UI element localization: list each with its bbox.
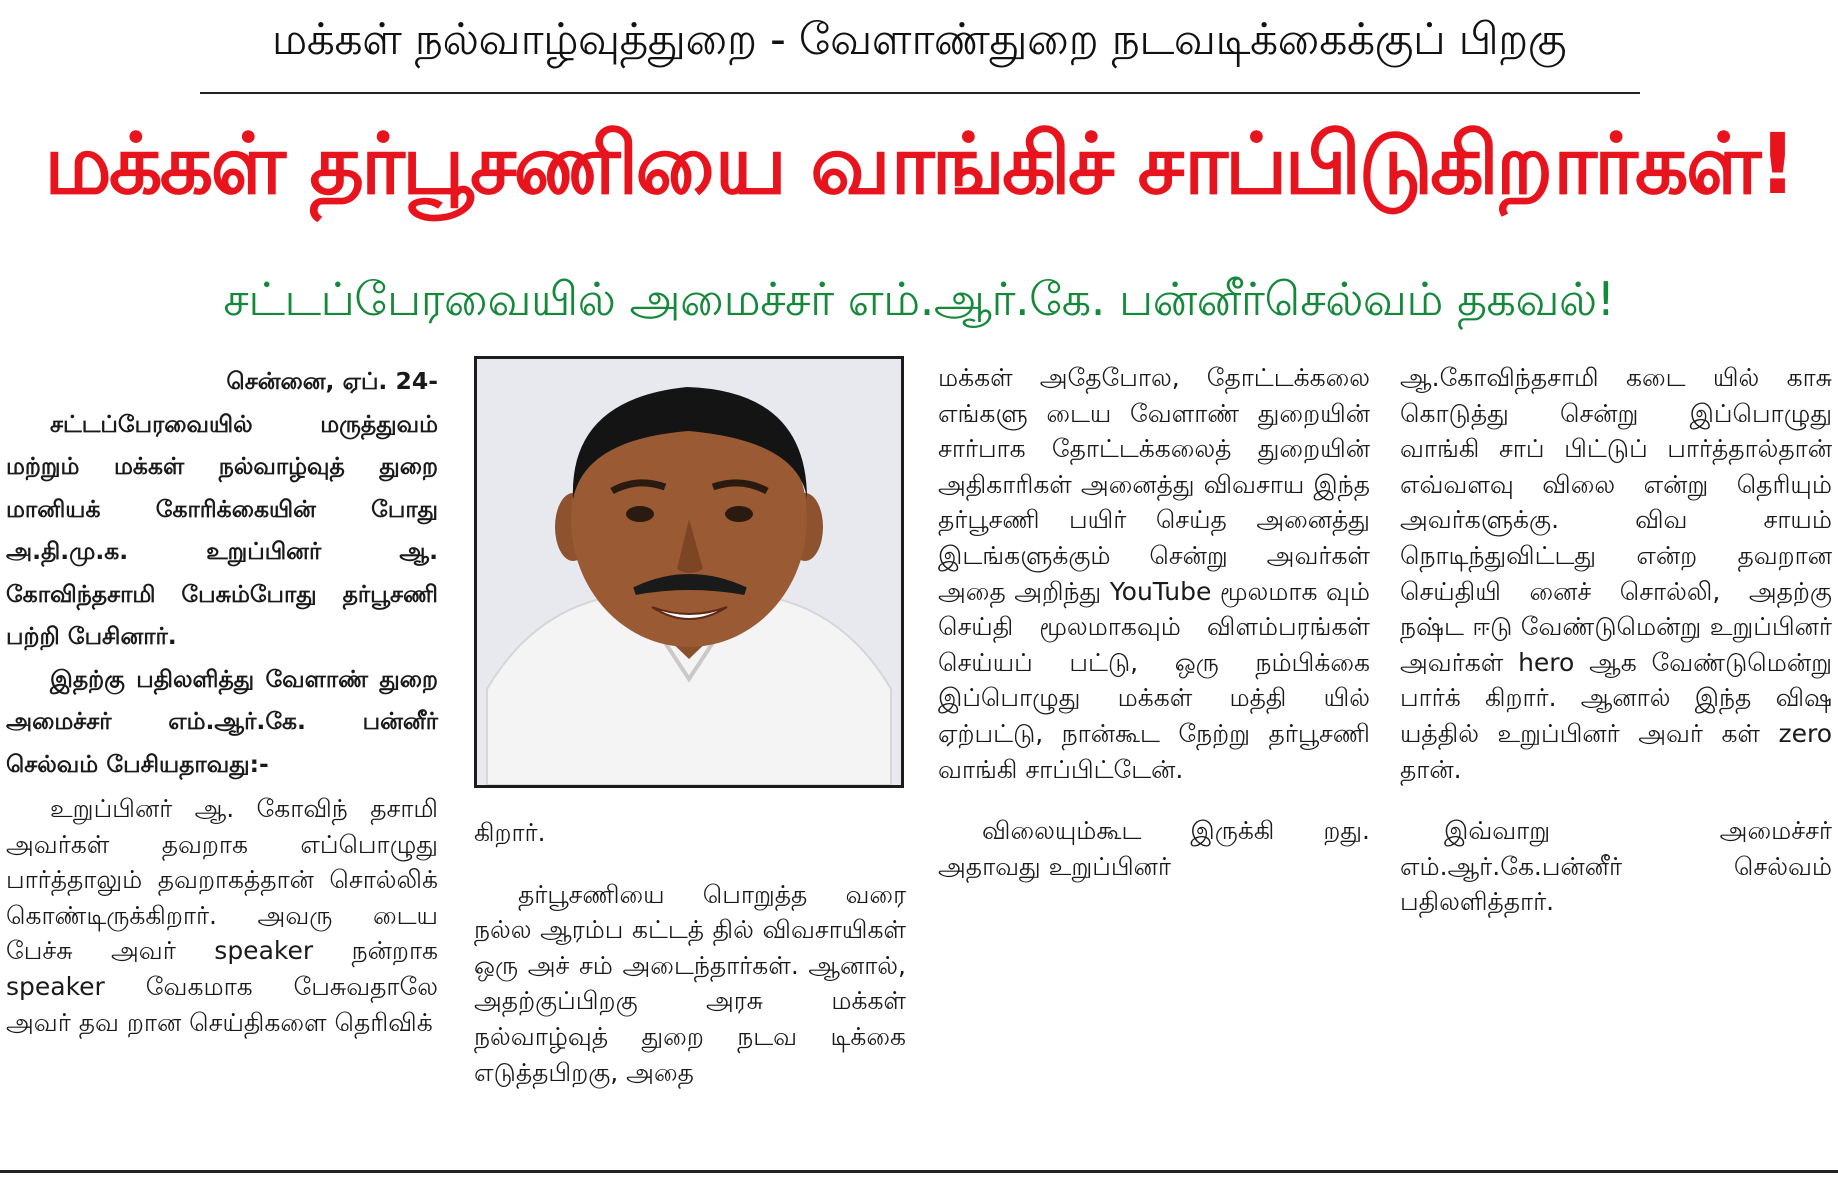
kicker-line: மக்கள் நல்வாழ்வுத்துறை - வேளாண்துறை நடவடிக்கைக்குப் பிறகு <box>271 14 1567 65</box>
lead-paragraph <box>6 360 438 785</box>
subheadline: சட்டப்பேரவையில் அமைச்சர் எம்.ஆர்.கே. பன்னீர்செல்வம் தகவல்! <box>223 272 1615 326</box>
lead-text-2: இதற்கு பதிலளித்து வேளாண் துறை அமைச்சர் எம்.ஆர்.கே. பன்னீர் செல்வம் பேசியதாவது:- <box>6 664 438 778</box>
column-4-body: ஆ.கோவிந்தசாமி கடை யில் காசு கொடுத்து சென்று இப்பொழுது வாங்கி சாப் பிட்டுப் பார்த்தால்தான் எவ்வளவு விலை என்று தெரியும் அவர்களுக்கு. விவ சாயம் நொடிந்துவிட்டது என்ற தவறான செய்தியி னைச் சொல்லி, அதற்கு நஷ்ட ஈடு வேண்டுமென்று உறுப்பினர் அவர்கள் hero ஆக வேண்டுமென்று பார்க் கிறார். ஆனால் இந்த விஷ யத்தில் உறுப்பினர் அவர் கள் zero தான். <box>1400 363 1832 784</box>
kicker-underline <box>200 92 1640 94</box>
bottom-border <box>0 1170 1838 1173</box>
column-2-body: தர்பூசணியை பொறுத்த வரை நல்ல ஆரம்ப கட்டத் தில் விவசாயிகள் ஒரு அச் சம் அடைந்தார்கள். ஆனால், அதற்குப்பிறகு அரசு மக்கள் நல்வாழ்வுத் துறை நடவ டிக்கை எடுத்தபிறகு, அதை <box>474 879 906 1087</box>
headline: மக்கள் தர்பூசணியை வாங்கிச் சாப்பிடுகிறார்கள்! <box>44 115 1794 213</box>
column-4-closing: இவ்வாறு அமைச்சர் எம்.ஆர்.கே.பன்னீர் செல்வம் பதிலளித்தார். <box>1400 816 1832 917</box>
column-2 <box>474 815 906 1090</box>
column-3-body: மக்கள் அதேபோல, தோட்டக்கலை எங்களு டைய வேளாண் துறையின் சார்பாக தோட்டக்கலைத் துறையின் அதிகாரிகள் அனைத்து விவசாய இந்த தர்பூசணி பயிர் செய்த அனைத்து இடங்களுக்கும் சென்று அவர்கள் அதை அறிந்து YouTube மூலமாக வும் செய்தி மூலமாகவும் விளம்பரங்கள் செய்யப் பட்டு, ஒரு நம்பிக்கை இப்பொழுது மக்கள் மத்தி யில் ஏற்பட்டு, நான்கூட நேற்று தர்பூசணி வாங்கி சாப்பிட்டேன். <box>938 363 1370 784</box>
column-4 <box>1400 360 1832 920</box>
lead-text-1: சட்டப்பேரவையில் மருத்துவம் மற்றும் மக்கள் நல்வாழ்வுத் துறை மானியக் கோரிக்கையின் போது அ.தி.மு.க. உறுப்பினர் ஆ. கோவிந்தசாமி பேசும்போது தர்பூசணி பற்றி பேசினார். <box>6 409 438 650</box>
column-3 <box>938 360 1370 884</box>
column-3-body-2: விலையும்கூட இருக்கி றது. அதாவது உறுப்பினர் <box>938 816 1370 881</box>
column-1-body: உறுப்பினர் ஆ. கோவிந் தசாமி அவர்கள் தவறாக எப்பொழுது பார்த்தாலும் தவறாகத்தான் சொல்லிக் கொண்டிருக்கிறார். அவரு டைய பேச்சு அவர் speaker நன்றாக speaker வேகமாக பேசுவதாலே அவர் தவ றான செய்திகளை தெரிவிக் <box>6 794 438 1037</box>
portrait-illustration <box>477 359 901 785</box>
dateline: சென்னை, ஏப். 24- <box>226 367 438 395</box>
minister-photo <box>474 356 904 788</box>
column-2-continuation: கிறார். <box>474 818 546 847</box>
column-1 <box>6 360 438 1040</box>
